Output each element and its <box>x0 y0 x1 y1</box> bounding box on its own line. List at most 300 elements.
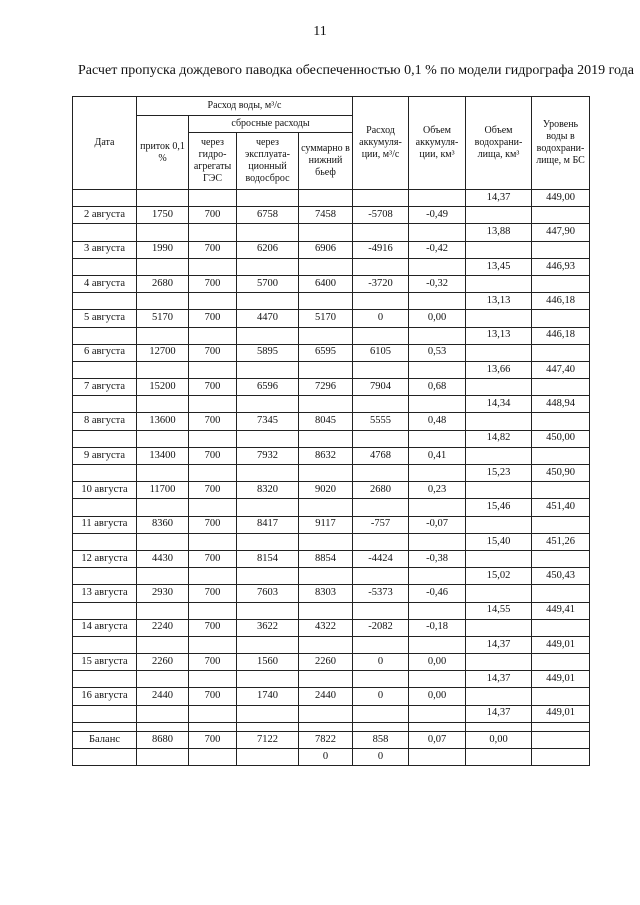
cell-acc-vol <box>409 671 466 688</box>
cell-total: 7296 <box>299 379 353 396</box>
table-row <box>73 619 590 636</box>
cell-level <box>532 654 590 671</box>
cell-date <box>73 749 137 766</box>
cell-inflow: 15200 <box>137 379 189 396</box>
cell-acc-vol <box>409 568 466 585</box>
cell-acc-flow: -4916 <box>353 241 409 258</box>
cell-inflow: 2260 <box>137 654 189 671</box>
cell-level <box>532 516 590 533</box>
cell-hpp <box>189 396 237 413</box>
cell-hpp <box>189 671 237 688</box>
cell-inflow: 1750 <box>137 207 189 224</box>
header-accum-volume: Объем аккумуля-ции, км³ <box>409 97 466 190</box>
cell-total <box>299 533 353 550</box>
cell-date <box>73 361 137 378</box>
cell-hpp: 700 <box>189 413 237 430</box>
cell-date: 8 августа <box>73 413 137 430</box>
table-row <box>73 550 590 567</box>
cell-date <box>73 327 137 344</box>
cell-inflow <box>137 602 189 619</box>
cell-total <box>299 361 353 378</box>
cell-inflow <box>137 705 189 722</box>
table-row <box>73 688 590 705</box>
cell-spill: 6596 <box>237 379 299 396</box>
cell-inflow <box>137 396 189 413</box>
cell-acc-flow <box>353 430 409 447</box>
cell-level: 450,90 <box>532 465 590 482</box>
cell-total <box>299 671 353 688</box>
cell-spill: 5700 <box>237 275 299 292</box>
cell-acc-vol: -0,18 <box>409 619 466 636</box>
table-row <box>73 602 590 619</box>
cell-acc-flow <box>353 327 409 344</box>
cell-acc-flow <box>353 258 409 275</box>
cell-level: 451,26 <box>532 533 590 550</box>
cell-res-vol <box>466 585 532 602</box>
cell-inflow <box>137 636 189 653</box>
cell-acc-flow: -2082 <box>353 619 409 636</box>
cell-inflow: 13400 <box>137 447 189 464</box>
table-row <box>73 344 590 361</box>
cell-total <box>299 636 353 653</box>
cell-date <box>73 465 137 482</box>
cell-date <box>73 602 137 619</box>
table-row <box>73 413 590 430</box>
cell-total <box>299 224 353 241</box>
cell-level: 450,43 <box>532 568 590 585</box>
cell-date: 4 августа <box>73 275 137 292</box>
cell-spill <box>237 396 299 413</box>
table-row <box>73 207 590 224</box>
cell-hpp: 700 <box>189 482 237 499</box>
cell-res-vol <box>466 241 532 258</box>
cell-date: 7 августа <box>73 379 137 396</box>
cell-hpp <box>189 224 237 241</box>
cell-date: 10 августа <box>73 482 137 499</box>
cell-hpp <box>189 361 237 378</box>
cell-total <box>299 499 353 516</box>
cell-acc-flow <box>353 568 409 585</box>
cell-level <box>532 447 590 464</box>
cell-acc-flow <box>353 671 409 688</box>
cell-acc-vol: 0,68 <box>409 379 466 396</box>
cell-spill: 4470 <box>237 310 299 327</box>
cell-acc-vol <box>409 722 466 731</box>
header-via-spillway: через эксплуата-ционный водосброс <box>237 133 299 190</box>
cell-acc-flow <box>353 636 409 653</box>
cell-total: 8632 <box>299 447 353 464</box>
cell-acc-vol <box>409 190 466 207</box>
header-reservoir-volume: Объем водохрани-лища, км³ <box>466 97 532 190</box>
cell-inflow <box>137 465 189 482</box>
cell-level: 449,01 <box>532 705 590 722</box>
table-body <box>73 190 590 766</box>
cell-acc-vol <box>409 533 466 550</box>
cell-total: 5170 <box>299 310 353 327</box>
cell-total <box>299 190 353 207</box>
cell-total: 6400 <box>299 275 353 292</box>
cell-acc-flow: -757 <box>353 516 409 533</box>
cell-hpp <box>189 533 237 550</box>
cell-acc-flow: 7904 <box>353 379 409 396</box>
cell-acc-flow <box>353 465 409 482</box>
cell-acc-vol: 0,23 <box>409 482 466 499</box>
cell-spill <box>237 671 299 688</box>
cell-level: 448,94 <box>532 396 590 413</box>
cell-date <box>73 396 137 413</box>
cell-total: 7822 <box>299 731 353 748</box>
table-row <box>73 190 590 207</box>
cell-date: 13 августа <box>73 585 137 602</box>
cell-res-vol: 14,34 <box>466 396 532 413</box>
cell-spill <box>237 327 299 344</box>
cell-total <box>299 258 353 275</box>
cell-level: 447,90 <box>532 224 590 241</box>
cell-res-vol: 13,88 <box>466 224 532 241</box>
cell-res-vol: 15,02 <box>466 568 532 585</box>
cell-acc-flow: 5555 <box>353 413 409 430</box>
cell-res-vol: 13,13 <box>466 327 532 344</box>
cell-hpp <box>189 293 237 310</box>
cell-total <box>299 602 353 619</box>
flood-calculation-table <box>72 96 590 766</box>
cell-hpp <box>189 636 237 653</box>
table-row <box>73 275 590 292</box>
table-row <box>73 533 590 550</box>
cell-spill: 7345 <box>237 413 299 430</box>
cell-res-vol <box>466 619 532 636</box>
cell-acc-vol <box>409 602 466 619</box>
cell-res-vol <box>466 749 532 766</box>
cell-total <box>299 568 353 585</box>
cell-inflow <box>137 568 189 585</box>
cell-acc-flow: 6105 <box>353 344 409 361</box>
cell-hpp <box>189 749 237 766</box>
cell-res-vol: 13,13 <box>466 293 532 310</box>
cell-total: 0 <box>299 749 353 766</box>
table-row <box>73 310 590 327</box>
cell-level: 451,40 <box>532 499 590 516</box>
cell-hpp <box>189 499 237 516</box>
header-via-hpp: через гидро-агрегаты ГЭС <box>189 133 237 190</box>
cell-hpp <box>189 722 237 731</box>
cell-acc-vol: -0,46 <box>409 585 466 602</box>
table-row <box>73 465 590 482</box>
cell-acc-flow: 0 <box>353 310 409 327</box>
cell-spill: 7122 <box>237 731 299 748</box>
table-row <box>73 258 590 275</box>
cell-date: 16 августа <box>73 688 137 705</box>
cell-level <box>532 241 590 258</box>
cell-level <box>532 413 590 430</box>
table-row <box>73 241 590 258</box>
header-date: Дата <box>73 97 137 190</box>
cell-inflow <box>137 533 189 550</box>
table-row <box>73 636 590 653</box>
cell-date <box>73 533 137 550</box>
cell-acc-flow <box>353 722 409 731</box>
table-row <box>73 568 590 585</box>
table-row <box>73 749 590 766</box>
cell-res-vol <box>466 516 532 533</box>
table-row <box>73 293 590 310</box>
cell-inflow <box>137 224 189 241</box>
cell-inflow: 8360 <box>137 516 189 533</box>
cell-level <box>532 207 590 224</box>
cell-level <box>532 379 590 396</box>
cell-inflow <box>137 499 189 516</box>
cell-acc-vol: -0,32 <box>409 275 466 292</box>
cell-res-vol: 13,45 <box>466 258 532 275</box>
cell-acc-flow <box>353 499 409 516</box>
cell-total <box>299 705 353 722</box>
cell-acc-flow <box>353 533 409 550</box>
cell-inflow: 8680 <box>137 731 189 748</box>
cell-acc-vol: 0,41 <box>409 447 466 464</box>
cell-date <box>73 671 137 688</box>
cell-date: 12 августа <box>73 550 137 567</box>
cell-level <box>532 619 590 636</box>
cell-spill: 7603 <box>237 585 299 602</box>
cell-res-vol <box>466 275 532 292</box>
cell-acc-flow: -5373 <box>353 585 409 602</box>
cell-res-vol <box>466 207 532 224</box>
cell-hpp <box>189 190 237 207</box>
cell-spill <box>237 258 299 275</box>
cell-inflow <box>137 430 189 447</box>
cell-inflow: 2240 <box>137 619 189 636</box>
cell-spill <box>237 705 299 722</box>
cell-acc-flow: 0 <box>353 654 409 671</box>
cell-date: 11 августа <box>73 516 137 533</box>
cell-acc-flow <box>353 396 409 413</box>
header-discharge: сбросные расходы <box>189 116 353 133</box>
cell-total <box>299 327 353 344</box>
cell-spill <box>237 568 299 585</box>
cell-acc-vol <box>409 258 466 275</box>
document-title: Расчет пропуска дождевого паводка обеспеченностью 0,1 % по модели гидрографа 2019 года <box>78 63 634 78</box>
cell-date <box>73 636 137 653</box>
cell-res-vol <box>466 379 532 396</box>
cell-inflow: 1990 <box>137 241 189 258</box>
cell-spill: 6206 <box>237 241 299 258</box>
cell-level: 449,01 <box>532 636 590 653</box>
cell-date: 14 августа <box>73 619 137 636</box>
cell-level <box>532 482 590 499</box>
page-number: 11 <box>313 24 327 39</box>
cell-hpp: 700 <box>189 619 237 636</box>
cell-spill <box>237 430 299 447</box>
cell-inflow <box>137 749 189 766</box>
cell-acc-vol <box>409 705 466 722</box>
cell-res-vol <box>466 344 532 361</box>
cell-hpp: 700 <box>189 275 237 292</box>
table-row <box>73 396 590 413</box>
cell-date: Баланс <box>73 731 137 748</box>
header-water-level: Уровень воды в водохрани-лище, м БС <box>532 97 590 190</box>
cell-total: 8854 <box>299 550 353 567</box>
cell-spill: 8154 <box>237 550 299 567</box>
header-water-flow: Расход воды, м³/с <box>137 97 353 116</box>
cell-hpp: 700 <box>189 344 237 361</box>
cell-acc-flow: -3720 <box>353 275 409 292</box>
cell-total: 2440 <box>299 688 353 705</box>
cell-total <box>299 430 353 447</box>
cell-acc-vol <box>409 749 466 766</box>
cell-date <box>73 293 137 310</box>
cell-acc-flow: 858 <box>353 731 409 748</box>
cell-total: 9020 <box>299 482 353 499</box>
cell-level <box>532 275 590 292</box>
cell-acc-flow: 0 <box>353 688 409 705</box>
cell-res-vol: 14,55 <box>466 602 532 619</box>
cell-acc-flow: -5708 <box>353 207 409 224</box>
cell-acc-flow <box>353 361 409 378</box>
cell-hpp: 700 <box>189 310 237 327</box>
cell-spill <box>237 361 299 378</box>
cell-res-vol: 14,37 <box>466 671 532 688</box>
cell-res-vol <box>466 310 532 327</box>
table-row <box>73 654 590 671</box>
cell-level <box>532 344 590 361</box>
cell-inflow: 2680 <box>137 275 189 292</box>
cell-total <box>299 293 353 310</box>
cell-res-vol: 14,82 <box>466 430 532 447</box>
cell-hpp <box>189 705 237 722</box>
table-row <box>73 482 590 499</box>
cell-total: 6595 <box>299 344 353 361</box>
cell-res-vol: 14,37 <box>466 636 532 653</box>
cell-inflow: 5170 <box>137 310 189 327</box>
table-row <box>73 379 590 396</box>
cell-spill <box>237 224 299 241</box>
table-row <box>73 327 590 344</box>
cell-acc-flow <box>353 190 409 207</box>
cell-total <box>299 465 353 482</box>
cell-inflow <box>137 327 189 344</box>
cell-level: 449,00 <box>532 190 590 207</box>
cell-total: 9117 <box>299 516 353 533</box>
cell-res-vol <box>466 722 532 731</box>
cell-hpp <box>189 327 237 344</box>
cell-hpp: 700 <box>189 516 237 533</box>
cell-res-vol <box>466 550 532 567</box>
cell-spill <box>237 465 299 482</box>
cell-inflow: 13600 <box>137 413 189 430</box>
cell-res-vol <box>466 482 532 499</box>
table-row <box>73 705 590 722</box>
cell-spill <box>237 636 299 653</box>
cell-hpp: 700 <box>189 447 237 464</box>
table-row <box>73 722 590 731</box>
cell-spill: 8417 <box>237 516 299 533</box>
table-row <box>73 499 590 516</box>
cell-spill <box>237 293 299 310</box>
table-row <box>73 224 590 241</box>
cell-level: 446,18 <box>532 327 590 344</box>
cell-hpp <box>189 430 237 447</box>
cell-hpp: 700 <box>189 241 237 258</box>
cell-level <box>532 550 590 567</box>
cell-acc-vol: 0,48 <box>409 413 466 430</box>
cell-date <box>73 258 137 275</box>
cell-acc-vol: -0,07 <box>409 516 466 533</box>
cell-spill: 7932 <box>237 447 299 464</box>
cell-acc-vol: -0,42 <box>409 241 466 258</box>
cell-res-vol <box>466 654 532 671</box>
cell-spill: 5895 <box>237 344 299 361</box>
cell-level: 449,41 <box>532 602 590 619</box>
cell-level <box>532 749 590 766</box>
cell-acc-vol: 0,00 <box>409 310 466 327</box>
cell-inflow <box>137 671 189 688</box>
cell-level: 450,00 <box>532 430 590 447</box>
cell-inflow <box>137 361 189 378</box>
cell-date <box>73 499 137 516</box>
cell-spill <box>237 533 299 550</box>
cell-res-vol: 15,23 <box>466 465 532 482</box>
cell-spill: 1740 <box>237 688 299 705</box>
cell-acc-flow: -4424 <box>353 550 409 567</box>
cell-spill <box>237 190 299 207</box>
cell-level <box>532 310 590 327</box>
cell-acc-vol: 0,07 <box>409 731 466 748</box>
cell-acc-vol: 0,00 <box>409 654 466 671</box>
cell-date: 6 августа <box>73 344 137 361</box>
cell-spill: 3622 <box>237 619 299 636</box>
cell-total: 6906 <box>299 241 353 258</box>
cell-res-vol: 14,37 <box>466 190 532 207</box>
cell-acc-vol: 0,00 <box>409 688 466 705</box>
cell-date <box>73 190 137 207</box>
cell-total: 4322 <box>299 619 353 636</box>
cell-level <box>532 688 590 705</box>
cell-hpp: 700 <box>189 731 237 748</box>
cell-level: 449,01 <box>532 671 590 688</box>
cell-res-vol <box>466 447 532 464</box>
cell-level <box>532 731 590 748</box>
cell-acc-vol: -0,49 <box>409 207 466 224</box>
cell-date: 3 августа <box>73 241 137 258</box>
cell-inflow <box>137 190 189 207</box>
table-row <box>73 430 590 447</box>
cell-hpp <box>189 602 237 619</box>
cell-hpp: 700 <box>189 654 237 671</box>
cell-spill: 1560 <box>237 654 299 671</box>
cell-acc-vol <box>409 361 466 378</box>
cell-acc-flow <box>353 705 409 722</box>
table-row <box>73 671 590 688</box>
cell-acc-vol <box>409 293 466 310</box>
cell-inflow <box>137 722 189 731</box>
cell-date <box>73 224 137 241</box>
cell-acc-flow: 4768 <box>353 447 409 464</box>
cell-spill <box>237 749 299 766</box>
header-total-downstream: суммарно в нижний бьеф <box>299 133 353 190</box>
cell-res-vol: 13,66 <box>466 361 532 378</box>
cell-acc-flow: 2680 <box>353 482 409 499</box>
cell-hpp: 700 <box>189 379 237 396</box>
cell-date <box>73 430 137 447</box>
cell-acc-vol <box>409 430 466 447</box>
cell-level: 446,18 <box>532 293 590 310</box>
cell-spill: 6758 <box>237 207 299 224</box>
cell-inflow: 4430 <box>137 550 189 567</box>
table-row <box>73 585 590 602</box>
header-accum-flow: Расход аккумуля-ции, м³/с <box>353 97 409 190</box>
cell-hpp <box>189 258 237 275</box>
cell-level: 446,93 <box>532 258 590 275</box>
